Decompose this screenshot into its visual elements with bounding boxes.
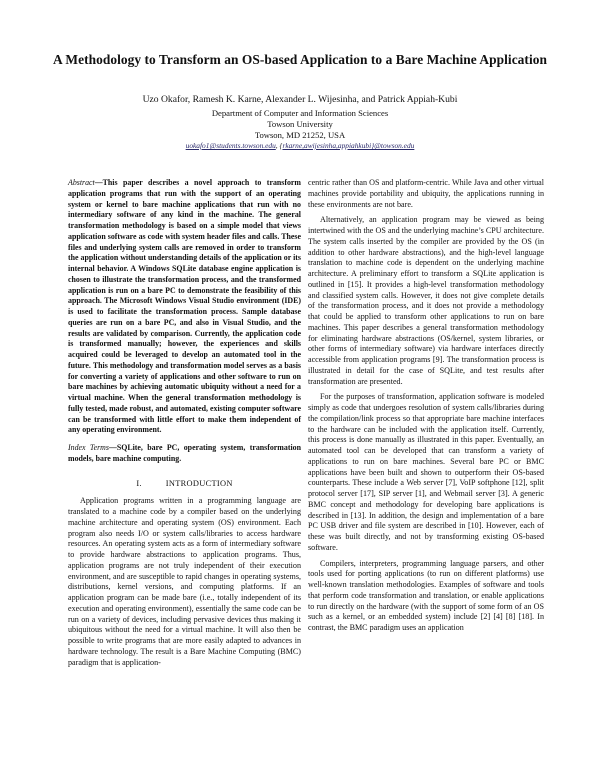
- affiliation-department: Department of Computer and Information Sciences: [211, 108, 389, 118]
- right-paragraph-2: For the purposes of transformation, application software is modeled simply as code that undergoes resolution of system calls/libraries during the compilation/link process so that appropriate bare machine interfaces to the hardware can be included with the application itself. Currently, this process is done manually as illustrated in this paper. Eventually, an automated tool can be developed that can transform a variety of applications to run on bare machines. Several bare PC or BMC applications have been built and shown to outperform their OS-based counterparts. These include a Web server [7], VoIP softphone [12], split protocol server [17], SIP server [1], and Webmail server [3]. A generic BMC concept and methodology for developing bare applications is described in [13]. In addition, the design and implementation of a bare PC USB driver and file system are described in [10]. However, each of these was built directly, and not by transforming existing OS-based software.: [308, 392, 544, 552]
- index-terms: [68, 443, 301, 465]
- section-number: I.: [136, 478, 142, 488]
- email-link-first[interactable]: uokafo1@students.towson.edu: [185, 141, 276, 150]
- abstract-text: —This paper describes a novel approach to transform application programs that run with the support of an operating system or kernel to bare machine applications that run with no intermediary software of any kind in the machine. The general transformation methodology is based on a simple model that views application software as code with system header files and calls. These files and underlying system calls are removed in order to transform the application without understanding details of the application or its internal behavior. A Windows SQLite database engine application is chosen to illustrate the transformation process, and the transformed application is run on a bare PC to demonstrate the feasibility of this approach. The Microsoft Windows Visual Studio environment (IDE) is used to facilitate the transformation process. Sample database queries are run on a bare PC, and also in Visual Studio, and the results are validated by comparison. Currently, the application code is transformed manually; however, the experiences and skills acquired could be leveraged to develop an automated tool in the future. This methodology and transformation model serves as a basis for converting a variety of applications and other software to run on bare machines by achieving automatic ubiquity without a need for a virtual machine. When the general transformation methodology is fully tested, made robust, and automated, existing computer software can be transformed with little effort to make them independent of any operating environment.: [68, 178, 301, 435]
- right-paragraph-1: Alternatively, an application program may be viewed as being intertwined with the OS and the underlying machine’s CPU architecture. The system calls inserted by the compiler are provided by the OS (in addition to other hardware abstractions), and the high-level language translation to machine code is dependent on the underlying machine architecture. A preliminary effort to transform a SQLite application is outlined in [15]. It provides a high-level transformation methodology and classified system calls. However, it does not give complete details of the transformation process, and it does not provide a methodology that could be applied to transform other applications to run on bare machines. This paper describes a general transformation methodology for eliminating hardware abstractions (OS/kernel, system libraries, or other forms of intermediary software) via hardware interfaces directly accessible from application programs [9]. The transformation process is illustrated in detail for the case of SQLite, and test results after transformation are presented.: [308, 215, 544, 386]
- paper-title: A Methodology to Transform an OS-based Application to a Bare Machine Application: [53, 52, 547, 67]
- right-paragraph-continued: centric rather than OS and platform-centric. While Java and other virtual machines provide portability and ubiquity, the applications running in these environments are not bare.: [308, 178, 544, 209]
- abstract: [68, 178, 301, 436]
- abstract-lead: Abstract: [68, 178, 95, 187]
- index-terms-lead: Index Terms: [68, 443, 109, 452]
- section-title: INTRODUCTION: [165, 478, 233, 488]
- affiliation-address: Towson, MD 21252, USA: [254, 130, 346, 140]
- section-heading: [68, 479, 301, 490]
- right-paragraph-3: Compilers, interpreters, programming language parsers, and other tools used for porting applications (to run on different platforms) use well-known translation methodologies. Examples of software and tools that perform code transformation and translation, or enable applications to run directly on the hardware (with the support of some form of an OS such as a kernel, or an embedded system) include [2] [4] [8] [18]. In contrast, the BMC paradigm uses an application: [308, 558, 544, 632]
- affiliation-university: Towson University: [267, 119, 333, 129]
- email-separator: , {: [275, 141, 283, 150]
- author-emails: [20, 141, 580, 150]
- left-column: [68, 178, 301, 668]
- index-terms-text: —SQLite, bare PC, operating system, transformation models, bare machine computing.: [68, 443, 301, 463]
- email-link-second[interactable]: rkarne,awijesinha,appiahkubi}@towson.edu: [282, 141, 415, 150]
- right-column: [308, 178, 544, 634]
- intro-paragraph: Application programs written in a programming language are translated to a machine code by a compiler based on the underlying machine architecture and operating system (OS) environment. Each program also needs I/O or system calls/libraries to access hardware resources. An operating system acts as a form of intermediary software to provide hardware abstractions to application programs. Thus, application programs are not truly independent of their execution environment, and are susceptible to rapid changes in operating systems, distributions, kernel versions, and computing platforms. If an application program can be made bare (i.e., totally independent of its execution and operating environment), essentially the same code can be run on a variety of devices, including pervasive devices thus making it ubiquitous without the need for a virtual machine. It will also then be possible to write programs that are more easily adapted to advances in hardware technology. The result is a Bare Machine Computing (BMC) paradigm that is application-: [68, 496, 301, 667]
- author-list: Uzo Okafor, Ramesh K. Karne, Alexander L. Wijesinha, and Patrick Appiah-Kubi: [142, 94, 458, 105]
